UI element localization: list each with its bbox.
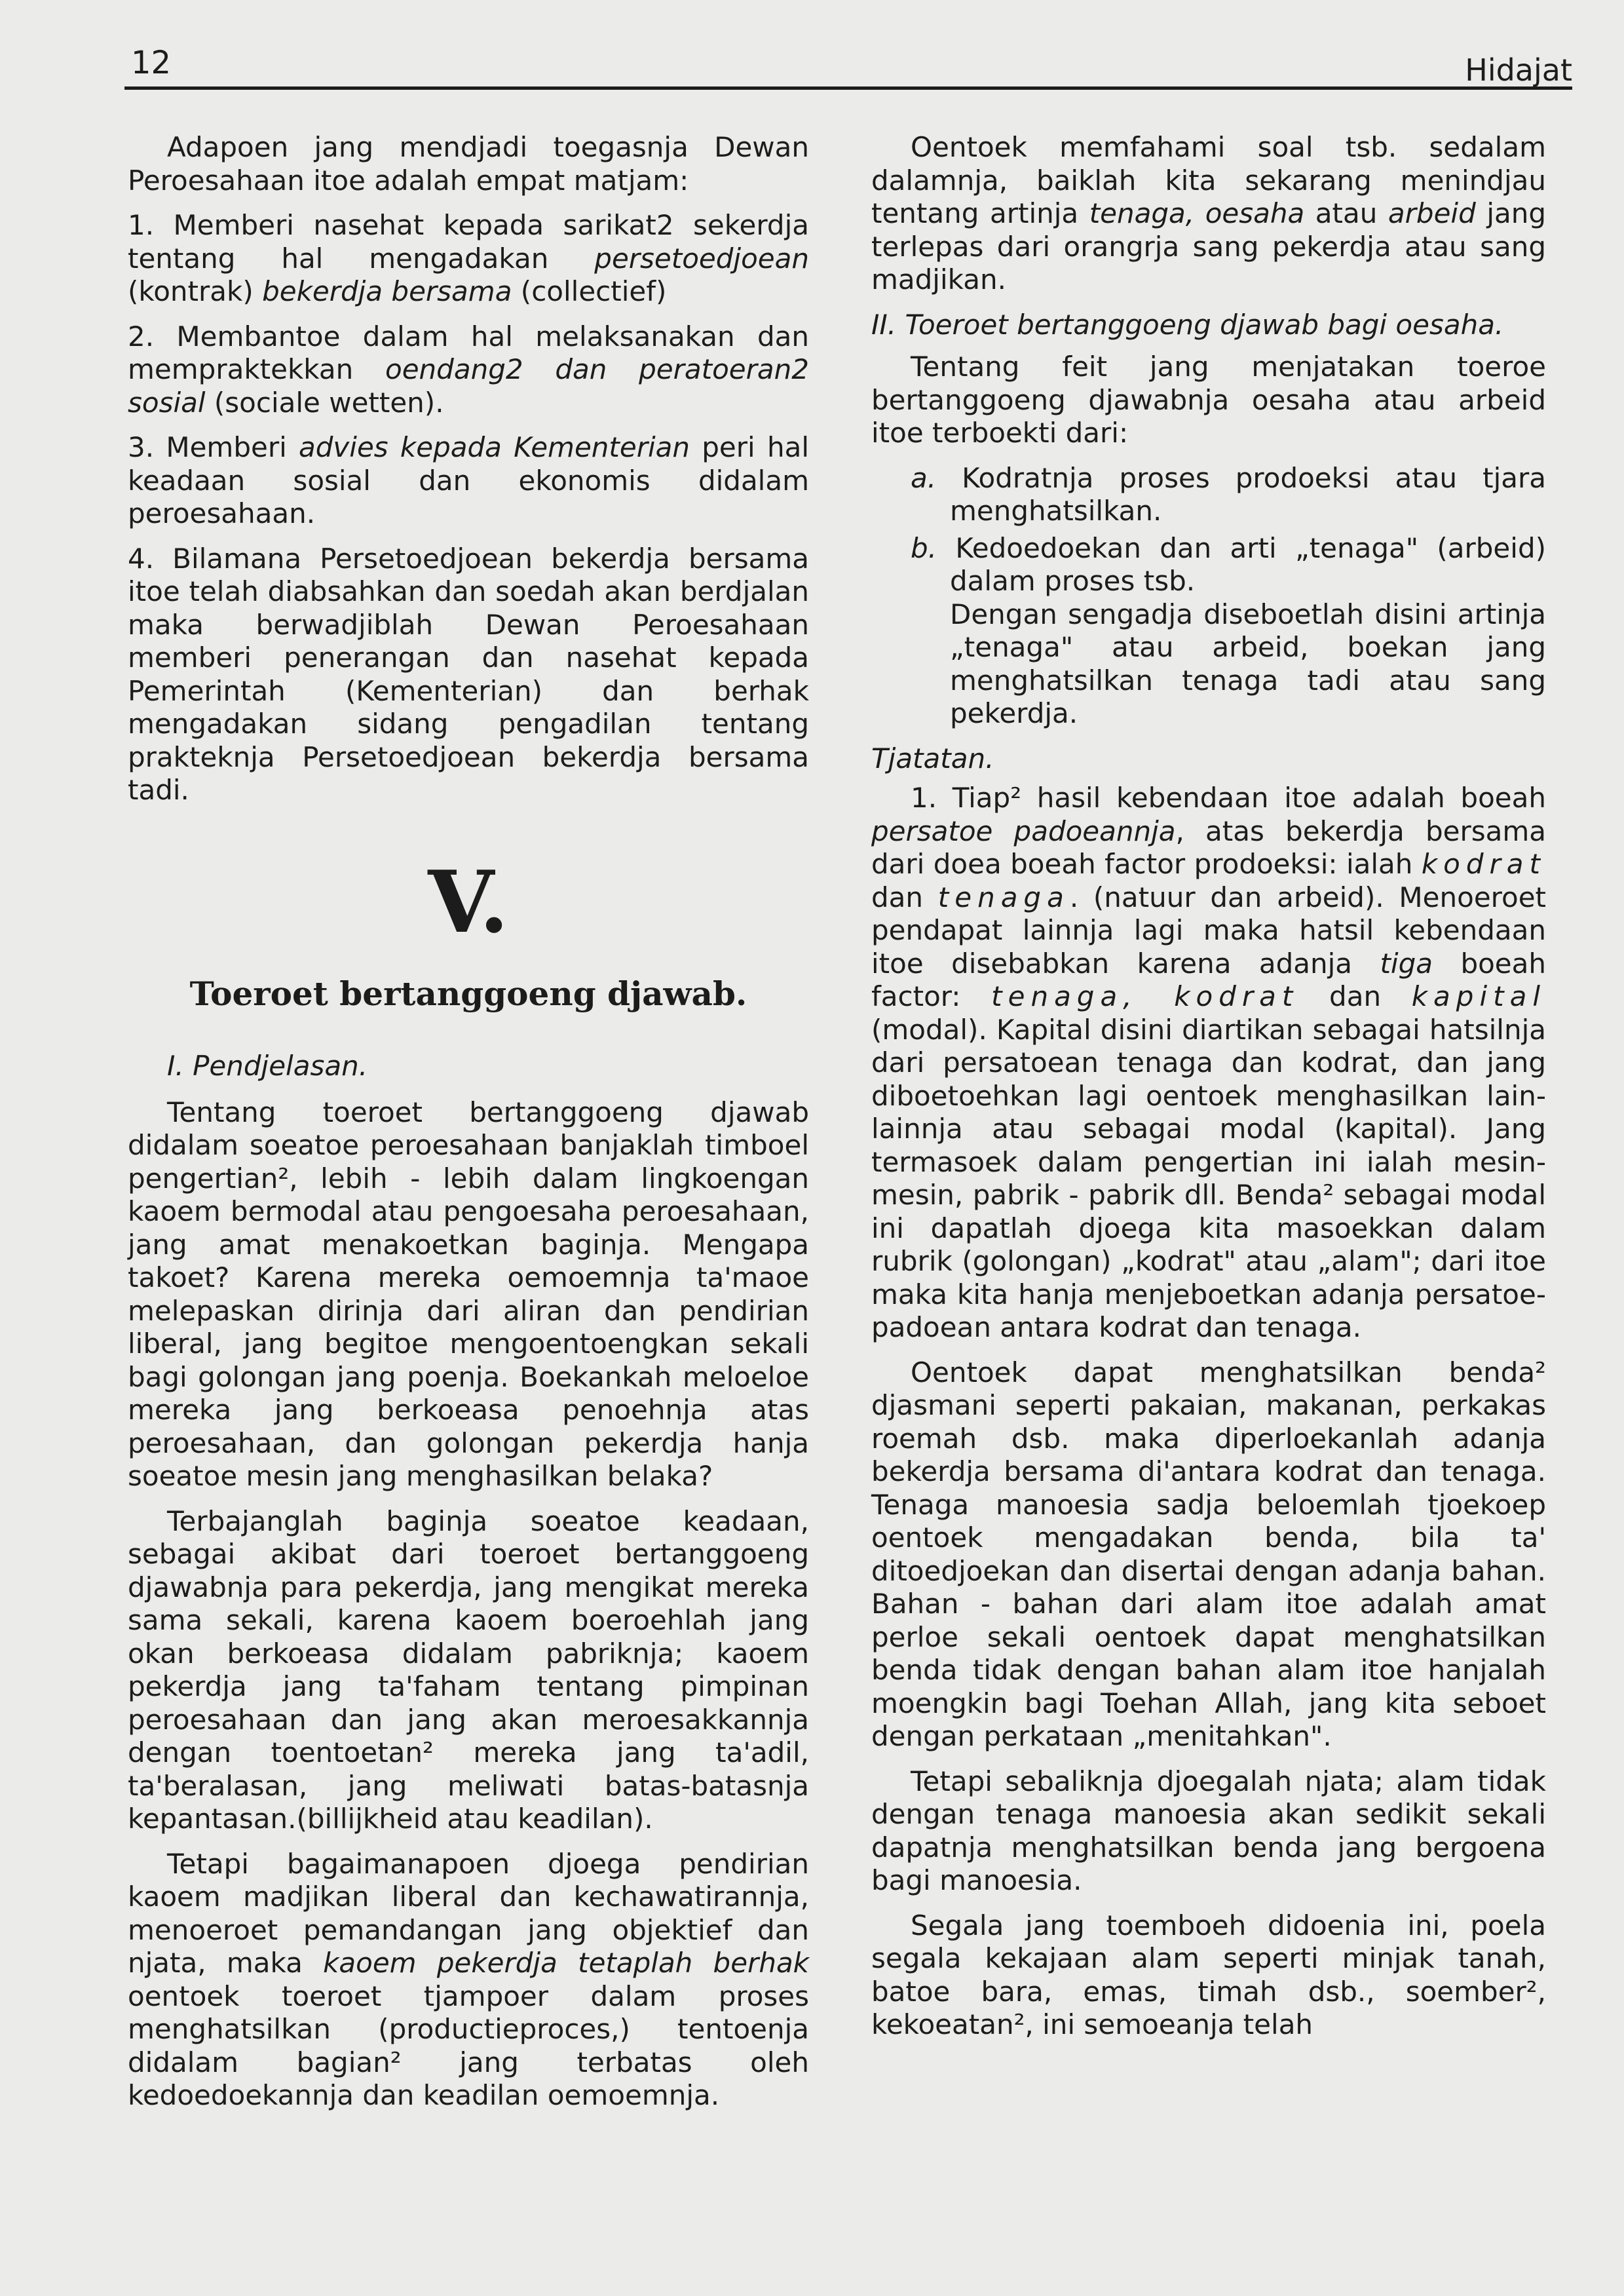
note-heading: Tjatatan. — [871, 742, 994, 775]
left-column — [128, 131, 809, 2124]
paragraph: Tetapi bagaimanapoen djoega pendirian kaoem madjikan liberal dan kechawatirannja, menoeroet pemandangan jang objektief dan njata, maka kaoem pekerdja tetaplah berhak oentoek toeroet tjampoer dalam proses menghatsilkan (productieproces,) tentoenja didalam bagian² jang terbatas oleh kedoedoekannja dan keadilan oemoemnja. — [128, 1847, 809, 2111]
list-item-b-continued: Dengan sengadja diseboetlah disini artinja „tenaga" atau arbeid, boekan jang menghatsilkan tenaga tadi atau sang pekerdja. — [950, 598, 1546, 729]
page-number: 12 — [131, 45, 172, 81]
note-paragraph: 1. Tiap² hasil kebendaan itoe adalah boeah persatoe padoeannja, atas bekerdja bersama dari doea boeah factor prodoeksi: ialah kodrat dan tenaga. (natuur dan arbeid). Menoeroet pendapat lainnja lagi maka hatsil kebendaan itoe disebabkan karena adanja tiga boeah factor: tenaga, kodrat dan kapital (modal). Kapital disini diartikan sebagai hatsilnja dari persatoean tenaga dan kodrat, dan jang diboetoehkan lagi oentoek menghasilkan lain-lainnja atau sebagai modal (kapital). Jang termasoek dalam pengertian ini ialah mesin-mesin, pabrik - pabrik dll. Benda² sebagai modal ini dapatlah djoega kita masoekkan dalam rubrik (golongan) „kodrat" atau „alam"; dari itoe maka kita hanja menjeboetkan adanja persatoe-padoean antara kodrat dan tenaga. — [871, 782, 1547, 1343]
subsection-heading-1: I. Pendjelasan. — [167, 1050, 368, 1082]
paragraph: Tetapi sebaliknja djoegalah njata; alam tidak dengan tenaga manoesia akan sedikit sekali dapatnja menghatsilkan benda jang bergoena bagi manoesia. — [871, 1765, 1546, 1896]
list-item-1: 1. Memberi nasehat kepada sarikat2 sekerdja tentang hal mengadakan persetoedjoean (kontrak) bekerdja bersama (collectief) — [128, 209, 809, 307]
list-item-b: b. Kedoedoekan dan arti „tenaga" (arbeid) dalam proses tsb. — [911, 531, 1546, 597]
paragraph: Tentang toeroet bertanggoeng djawab didalam soeatoe peroesahaan banjaklah timboel pengertian², lebih - lebih dalam lingkoengan kaoem bermodal atau pengoesaha peroesahaan, jang amat menakoetkan baginja. Mengapa takoet? Karena mereka oemoemnja ta'maoe melepaskan dirinja dari aliran dan pendirian liberal, jang begitoe mengoentoengkan sekali bagi golongan jang poenja. Boekankah meloeloe mereka jang berkoeasa penoehnja atas peroesahaan, dan golongan pekerdja hanja soeatoe mesin jang menghasilkan belaka? — [128, 1096, 809, 1492]
paragraph: Oentoek memfahami soal tsb. sedalam dalamnja, baiklah kita sekarang menindjau tentang artinja tenaga, oesaha atau arbeid jang terlepas dari orangrja sang pekerdja atau sang madjikan. — [871, 131, 1547, 296]
subsection-heading-2: II. Toeroet bertanggoeng djawab bagi oesaha. — [871, 308, 1504, 341]
paragraph: Segala jang toemboeh didoenia ini, poela segala kekajaan alam seperti minjak tanah, batoe bara, emas, timah dsb., soember², kekoeatan², ini semoeanja telah — [871, 1909, 1546, 2040]
paragraph: Tentang feit jang menjatakan toeroe bertanggoeng djawabnja oesaha atau arbeid itoe terboekti dari: — [871, 351, 1546, 449]
list-item-4: 4. Bilamana Persetoedjoean bekerdja bersama itoe telah diabsahkan dan soedah akan berdjalan maka berwadjiblah Dewan Peroesahaan memberi penerangan dan nasehat kepada Pemerintah (Kementerian) dan berhak mengadakan sidang pengadilan tentang prakteknja Persetoedjoean bekerdja bersama tadi. — [128, 542, 809, 806]
list-item-a: a. Kodratnja proses prodoeksi atau tjara menghatsilkan. — [911, 461, 1546, 527]
list-item-3: 3. Memberi advies kepada Kementerian peri hal keadaan sosial dan ekonomis didalam peroesahaan. — [128, 431, 809, 529]
list-item-2: 2. Membantoe dalam hal melaksanakan dan mempraktekkan oendang2 dan peratoeran2 sosial (sociale wetten). — [128, 320, 809, 419]
chapter-number: V. — [428, 851, 509, 952]
intro-paragraph: Adapoen jang mendjadi toegasnja Dewan Peroesahaan itoe adalah empat matjam: — [128, 131, 809, 197]
header-rule — [124, 86, 1572, 90]
paragraph: Oentoek dapat menghatsilkan benda² djasmani seperti pakaian, makanan, perkakas roemah dsb. maka diperloekanlah adanja bekerdja bersama di'antara kodrat dan tenaga. Tenaga manoesia sadja beloemlah tjoekoep oentoek mengadakan benda, bila ta' ditoedjoekan dan disertai dengan adanja bahan. Bahan - bahan dari alam itoe adalah amat perloe sekali oentoek dapat menghatsilkan benda tidak dengan bahan alam itoe hanjalah moengkin bagi Toehan Allah, jang kita seboet dengan perkataan „menitahkan". — [871, 1356, 1546, 1752]
paragraph: Terbajanglah baginja soeatoe keadaan, sebagai akibat dari toeroet bertanggoeng djawabnja para pekerdja, jang mengikat mereka sama sekali, karena kaoem boeroehlah jang okan berkoeasa didalam pabriknja; kaoem pekerdja jang ta'faham tentang pimpinan peroesahaan dan jang akan meroesakkannja dengan toentoetan² mereka jang ta'adil, ta'beralasan, jang meliwati batas-batasnja kepantasan.(billijkheid atau keadilan). — [128, 1504, 809, 1835]
page — [98, 33, 1572, 2274]
section-title: Toeroet bertanggoeng djawab. — [189, 974, 747, 1013]
page-header — [98, 33, 1572, 88]
right-column — [871, 131, 1546, 2054]
journal-title: Hidajat — [1465, 52, 1572, 88]
